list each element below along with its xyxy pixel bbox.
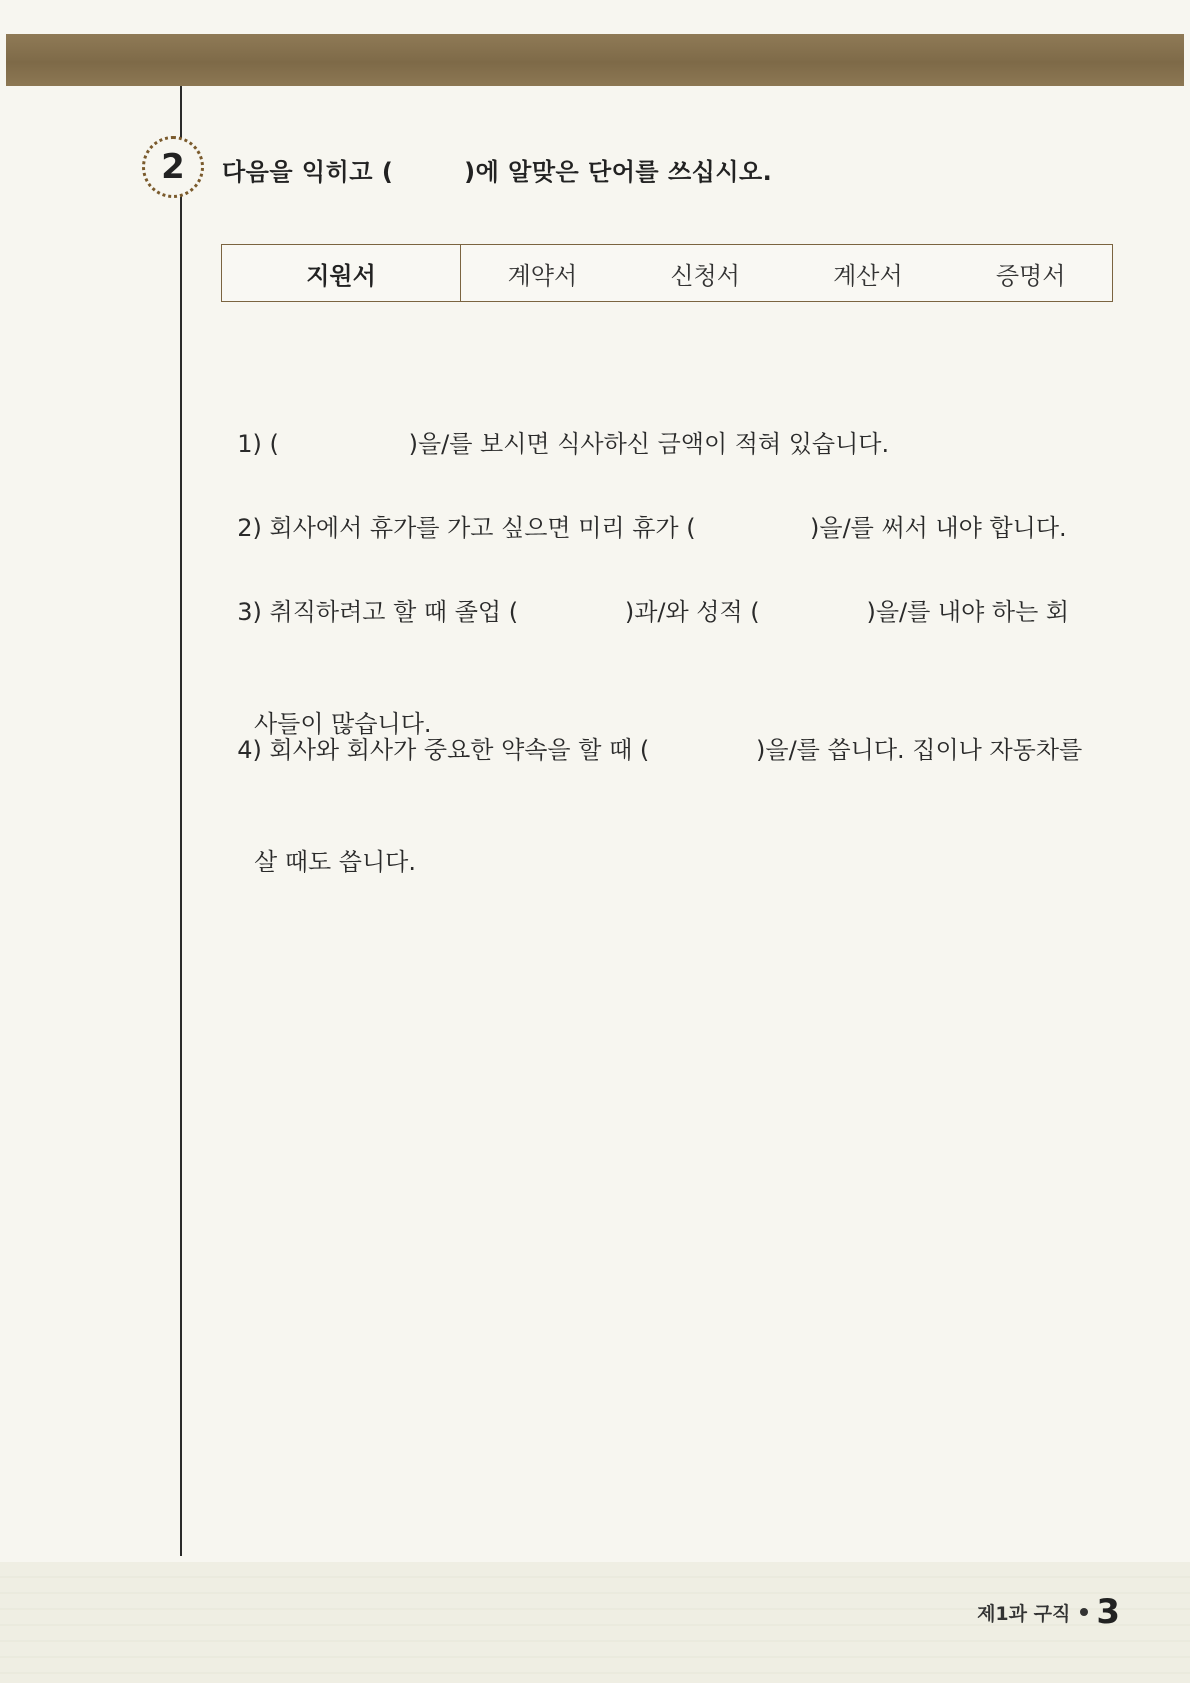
sentence-4 — [222, 666, 1082, 946]
sentence-line: 4) 회사와 회사가 중요한 약속을 할 때 ( )을/를 씁니다. 집이나 자동차를 — [237, 736, 1083, 764]
question-number-badge — [142, 136, 204, 198]
top-decorative-band — [6, 34, 1184, 86]
question-number: 2 — [161, 147, 185, 187]
sentence-line-continued: 살 때도 씁니다. — [254, 848, 416, 876]
word-option: 계산서 — [833, 261, 903, 290]
sentence-line: 2) 회사에서 휴가를 가고 싶으면 미리 휴가 ( )을/를 써서 내야 합니다. — [237, 514, 1067, 542]
chapter-label: 제1과 구직 — [977, 1602, 1071, 1625]
word-option: 계약서 — [507, 261, 578, 290]
sentence-line: 3) 취직하려고 할 때 졸업 ( )과/와 성적 ( )을/를 내야 하는 회 — [237, 598, 1070, 626]
margin-line — [180, 86, 182, 1556]
sentence-line: 1) ( )을/를 보시면 식사하신 금액이 적혀 있습니다. — [237, 430, 890, 458]
word-option: 증명서 — [995, 261, 1066, 290]
page-number: 3 — [1096, 1592, 1120, 1632]
sentence-line-continued: 사들이 많습니다. — [254, 710, 432, 738]
word-box — [221, 244, 1113, 302]
page-footer — [977, 1592, 1120, 1632]
example-word: 지원서 — [222, 245, 461, 301]
bullet-icon — [1080, 1608, 1088, 1616]
question-instruction: 다음을 익히고 ( )에 알맞은 단어를 쓰십시오. — [222, 158, 773, 186]
word-option: 신청서 — [670, 261, 740, 290]
